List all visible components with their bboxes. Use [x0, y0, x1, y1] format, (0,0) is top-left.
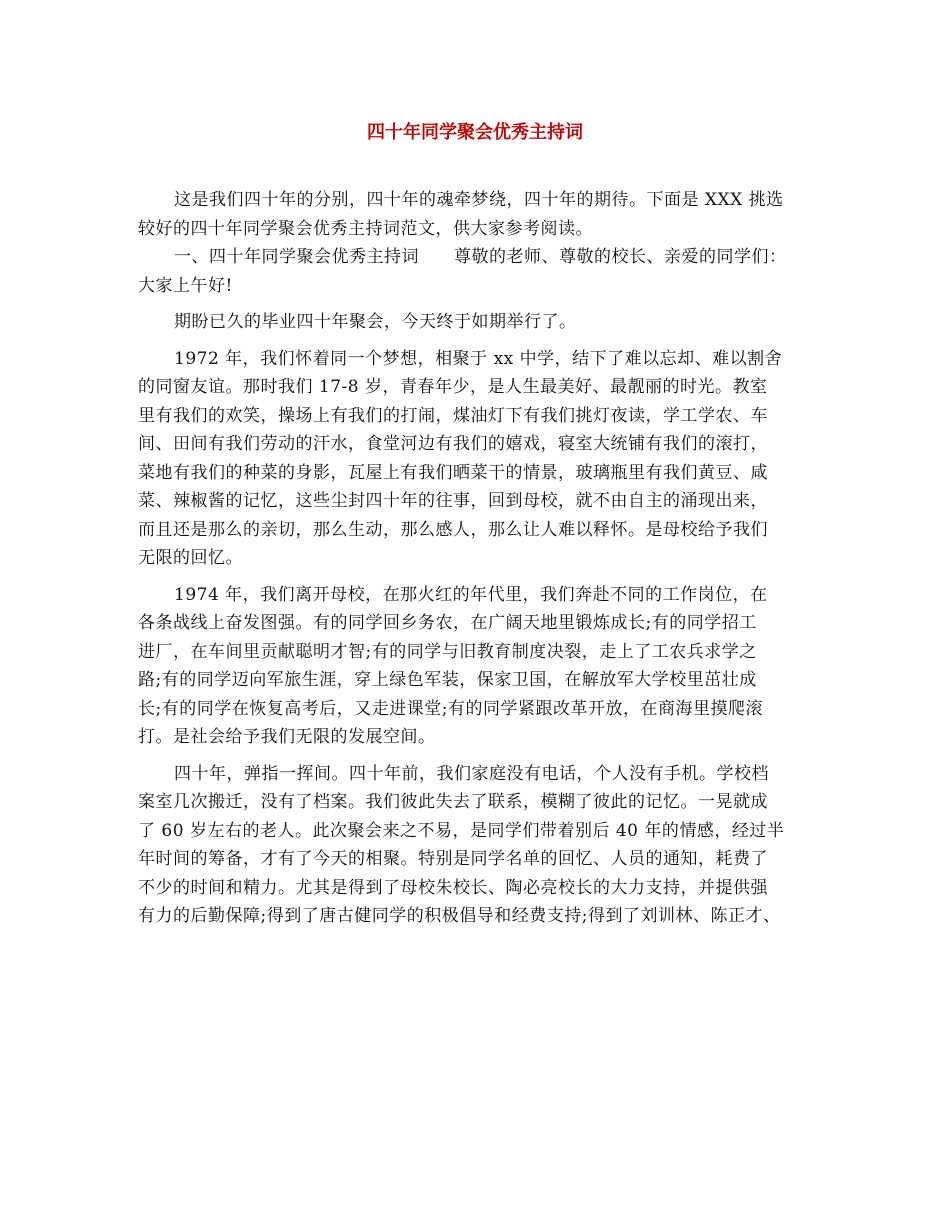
text-line: 不少的时间和精力。尤其是得到了母校朱校长、陶必亮校长的大力支持，并提供强: [138, 877, 768, 898]
text-line: 四十年，弹指一挥间。四十年前，我们家庭没有电话，个人没有手机。学校档: [174, 763, 769, 784]
document-title: 四十年同学聚会优秀主持词: [367, 122, 583, 143]
text-line: 打。是社会给予我们无限的发展空间。: [138, 727, 436, 747]
text-line: 进厂，在车间里贡献聪明才智;有的同学与旧教育制度决裂，走上了工农兵求学之: [138, 641, 757, 662]
text-line: 年时间的筹备，才有了今天的相聚。特别是同学名单的回忆、人员的通知，耗费了: [138, 849, 768, 869]
text-line: 案室几次搬迁，没有了档案。我们彼此失去了联系，模糊了彼此的记忆。一晃就成: [138, 792, 768, 812]
text-line: 菜地有我们的种菜的身影，瓦屋上有我们晒菜干的情景，玻璃瓶里有我们黄豆、咸: [138, 462, 768, 483]
text-line: 间、田间有我们劳动的汗水，食堂河边有我们的嬉戏，寝室大统铺有我们的滚打，: [138, 434, 768, 454]
text-line: 大家上午好!: [138, 275, 233, 296]
text-line: 一、四十年同学聚会优秀主持词 尊敬的老师、尊敬的校长、亲爱的同学们：: [174, 247, 787, 267]
text-line: 有力的后勤保障;得到了唐古健同学的积极倡导和经费支持;得到了刘训林、陈正才、: [138, 906, 781, 926]
text-line: 里有我们的欢笑，操场上有我们的打闹，煤油灯下有我们挑灯夜读，学工学农、车: [138, 405, 768, 426]
text-line: 而且还是那么的亲切，那么生动，那么感人，那么让人难以释怀。是母校给予我们: [138, 519, 768, 540]
text-line: 各条战线上奋发图强。有的同学回乡务农，在广阔天地里锻炼成长;有的同学招工: [138, 613, 757, 633]
text-line: 这是我们四十年的分别，四十年的魂牵梦绕，四十年的期待。下面是 XXX 挑选: [174, 190, 784, 210]
text-line: 1974 年，我们离开母校，在那火红的年代里，我们奔赴不同的工作岗位，在: [174, 584, 768, 605]
text-line: 1972 年，我们怀着同一个梦想，相聚于 xx 中学，结下了难以忘却、难以割舍: [174, 348, 783, 369]
text-line: 菜、辣椒酱的记忆，这些尘封四十年的往事，回到母校，就不由自主的涌现出来，: [138, 491, 768, 511]
text-line: 无限的回忆。: [138, 548, 243, 568]
text-line: 长;有的同学在恢复高考后，又走进课堂;有的同学紧跟改革开放，在商海里摸爬滚: [138, 698, 763, 719]
text-line: 了 60 岁左右的老人。此次聚会来之不易，是同学们带着别后 40 年的情感，经过半: [138, 820, 785, 841]
text-line: 的同窗友谊。那时我们 17-8 岁，青春年少，是人生最美好、最靓丽的时光。教室: [138, 377, 768, 397]
text-line: 期盼已久的毕业四十年聚会，今天终于如期举行了。: [174, 312, 577, 332]
text-line: 路;有的同学迈向军旅生涯，穿上绿色军装，保家卫国，在解放军大学校里茁壮成: [138, 670, 757, 690]
text-line: 较好的四十年同学聚会优秀主持词范文，供大家参考阅读。: [138, 218, 593, 239]
document-body: [138, 186, 828, 931]
